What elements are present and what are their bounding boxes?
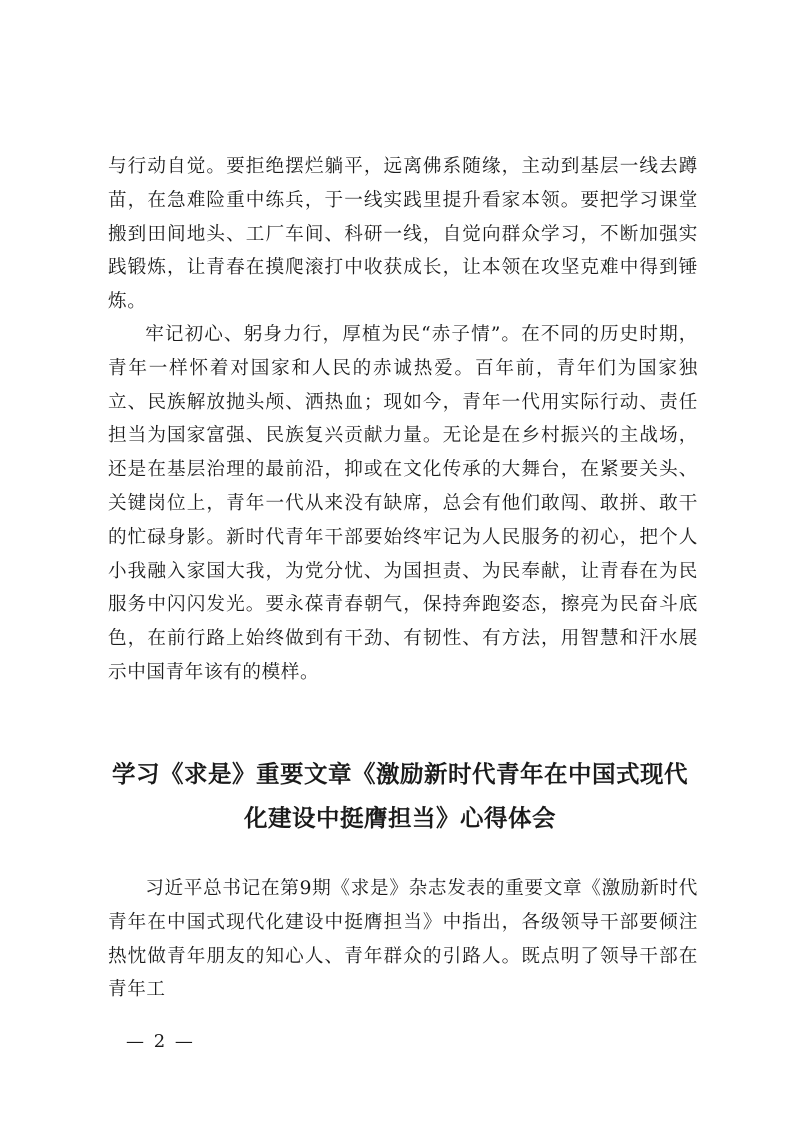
page-number: — 2 — — [126, 1031, 195, 1052]
paragraph-continuation: 与行动自觉。要拒绝摆烂躺平，远离佛系随缘，主动到基层一线去蹲苗，在急难险重中练兵，于一线实践里提升看家本领。要把学习课堂搬到田间地头、工厂车间、科研一线，自觉向群众学习，不断加强实践锻炼，让青春在摸爬滚打中收获成长，让本领在攻坚克难中得到锤炼。 — [108, 156, 698, 313]
paragraph-red-heart: 牢记初心、躬身力行，厚植为民“赤子情”。在不同的历史时期，青年一样怀着对国家和人民的赤诚热爱。百年前，青年们为国家独立、民族解放抛头颅、洒热血；现如今，青年一代用实际行动、责任担当为国家富强、民族复兴贡献力量。无论是在乡村振兴的主战场，还是在基层治理的最前沿，抑或在文化传承的大舞台，在紧要关头、关键岗位上，青年一代从来没有缺席，总会有他们敢闯、敢拼、敢干的忙碌身影。新时代青年干部要始终牢记为人民服务的初心，把个人小我融入家国大我，为党分忧、为国担责、为民奉献，让青春在为民服务中闪闪发光。要永葆青春朝气，保持奔跑姿态，擦亮为民奋斗底色，在前行路上始终做到有干劲、有韧性、有方法，用智慧和汗水展示中国青年该有的模样。 — [108, 324, 698, 683]
article-title-line-1: 学习《求是》重要文章《激励新时代青年在中国式现代 — [112, 760, 688, 788]
article-title — [100, 752, 700, 840]
article-title-line-2: 化建设中挺膺担当》心得体会 — [244, 804, 556, 832]
paragraph-article-intro: 习近平总书记在第9期《求是》杂志发表的重要文章《激励新时代青年在中国式现代化建设中挺膺担当》中指出，各级领导干部要倾注热忱做青年朋友的知心人、青年群众的引路人。既点明了领导干部在青年工 — [108, 878, 698, 1001]
